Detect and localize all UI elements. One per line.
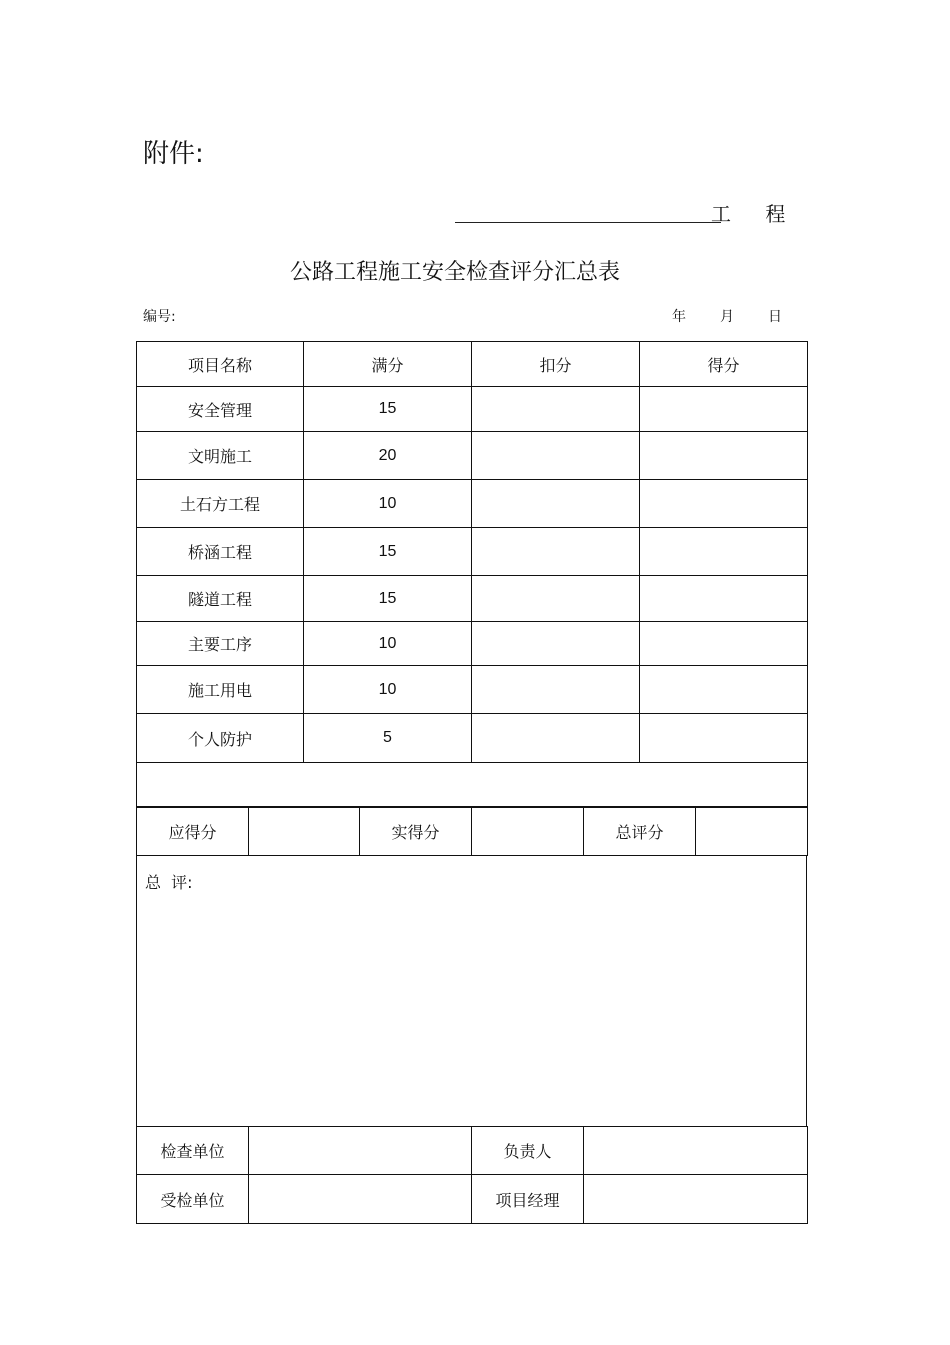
blank-cell[interactable]	[137, 763, 808, 807]
deduction-cell[interactable]	[472, 622, 640, 666]
full-score-cell: 10	[304, 622, 472, 666]
overall-comment-cell[interactable]	[137, 856, 807, 1127]
table-row	[137, 666, 808, 714]
item-name-cell: 土石方工程	[137, 480, 304, 528]
should-score-label: 应得分	[137, 808, 249, 856]
full-score-cell: 10	[304, 666, 472, 714]
year-label: 年	[672, 309, 686, 325]
deduction-cell[interactable]	[472, 528, 640, 576]
header-deduction: 扣分	[472, 342, 640, 387]
full-score-cell: 15	[304, 576, 472, 622]
attachment-label: 附件:	[143, 139, 204, 169]
responsible-person-label: 负责人	[472, 1127, 584, 1175]
full-score-cell: 10	[304, 480, 472, 528]
summary-table	[136, 807, 808, 856]
blank-row	[137, 763, 808, 807]
score-cell[interactable]	[640, 432, 808, 480]
total-score-label: 总评分	[584, 808, 696, 856]
project-manager-value[interactable]	[584, 1175, 808, 1224]
table-row	[137, 480, 808, 528]
project-suffix: 工 程	[711, 202, 800, 226]
header-item-name: 项目名称	[137, 342, 304, 387]
summary-row	[137, 808, 808, 856]
item-name-cell: 隧道工程	[137, 576, 304, 622]
table-row	[137, 432, 808, 480]
score-cell[interactable]	[640, 576, 808, 622]
header-full-score: 满分	[304, 342, 472, 387]
header-score: 得分	[640, 342, 808, 387]
page-title: 公路工程施工安全检查评分汇总表	[289, 260, 620, 285]
responsible-person-value[interactable]	[584, 1127, 808, 1175]
full-score-cell: 15	[304, 387, 472, 432]
day-label: 日	[768, 309, 782, 325]
score-table	[136, 341, 808, 807]
full-score-cell: 20	[304, 432, 472, 480]
signature-row	[137, 1175, 808, 1224]
actual-score-label: 实得分	[360, 808, 472, 856]
score-cell[interactable]	[640, 622, 808, 666]
serial-number-label: 编号:	[143, 309, 176, 325]
table-header-row	[137, 342, 808, 387]
total-score-value[interactable]	[696, 808, 808, 856]
inspected-unit-label: 受检单位	[137, 1175, 249, 1224]
deduction-cell[interactable]	[472, 480, 640, 528]
signature-table	[136, 1126, 808, 1224]
deduction-cell[interactable]	[472, 714, 640, 763]
overall-comment-label: 总 评:	[145, 873, 193, 892]
item-name-cell: 文明施工	[137, 432, 304, 480]
full-score-cell: 5	[304, 714, 472, 763]
signature-row	[137, 1127, 808, 1175]
date-fields	[672, 306, 782, 326]
deduction-cell[interactable]	[472, 666, 640, 714]
deduction-cell[interactable]	[472, 432, 640, 480]
should-score-value[interactable]	[249, 808, 360, 856]
comment-table	[136, 855, 807, 1127]
item-name-cell: 个人防护	[137, 714, 304, 763]
score-cell[interactable]	[640, 480, 808, 528]
inspected-unit-value[interactable]	[249, 1175, 472, 1224]
full-score-cell: 15	[304, 528, 472, 576]
actual-score-value[interactable]	[472, 808, 584, 856]
month-label: 月	[720, 309, 734, 325]
score-cell[interactable]	[640, 666, 808, 714]
item-name-cell: 施工用电	[137, 666, 304, 714]
score-cell[interactable]	[640, 714, 808, 763]
table-row	[137, 576, 808, 622]
project-manager-label: 项目经理	[472, 1175, 584, 1224]
table-row	[137, 714, 808, 763]
table-row	[137, 387, 808, 432]
project-name-line[interactable]	[455, 198, 721, 223]
score-cell[interactable]	[640, 387, 808, 432]
table-row	[137, 622, 808, 666]
item-name-cell: 桥涵工程	[137, 528, 304, 576]
deduction-cell[interactable]	[472, 576, 640, 622]
inspect-unit-value[interactable]	[249, 1127, 472, 1175]
item-name-cell: 主要工序	[137, 622, 304, 666]
score-cell[interactable]	[640, 528, 808, 576]
deduction-cell[interactable]	[472, 387, 640, 432]
item-name-cell: 安全管理	[137, 387, 304, 432]
inspect-unit-label: 检查单位	[137, 1127, 249, 1175]
table-row	[137, 528, 808, 576]
